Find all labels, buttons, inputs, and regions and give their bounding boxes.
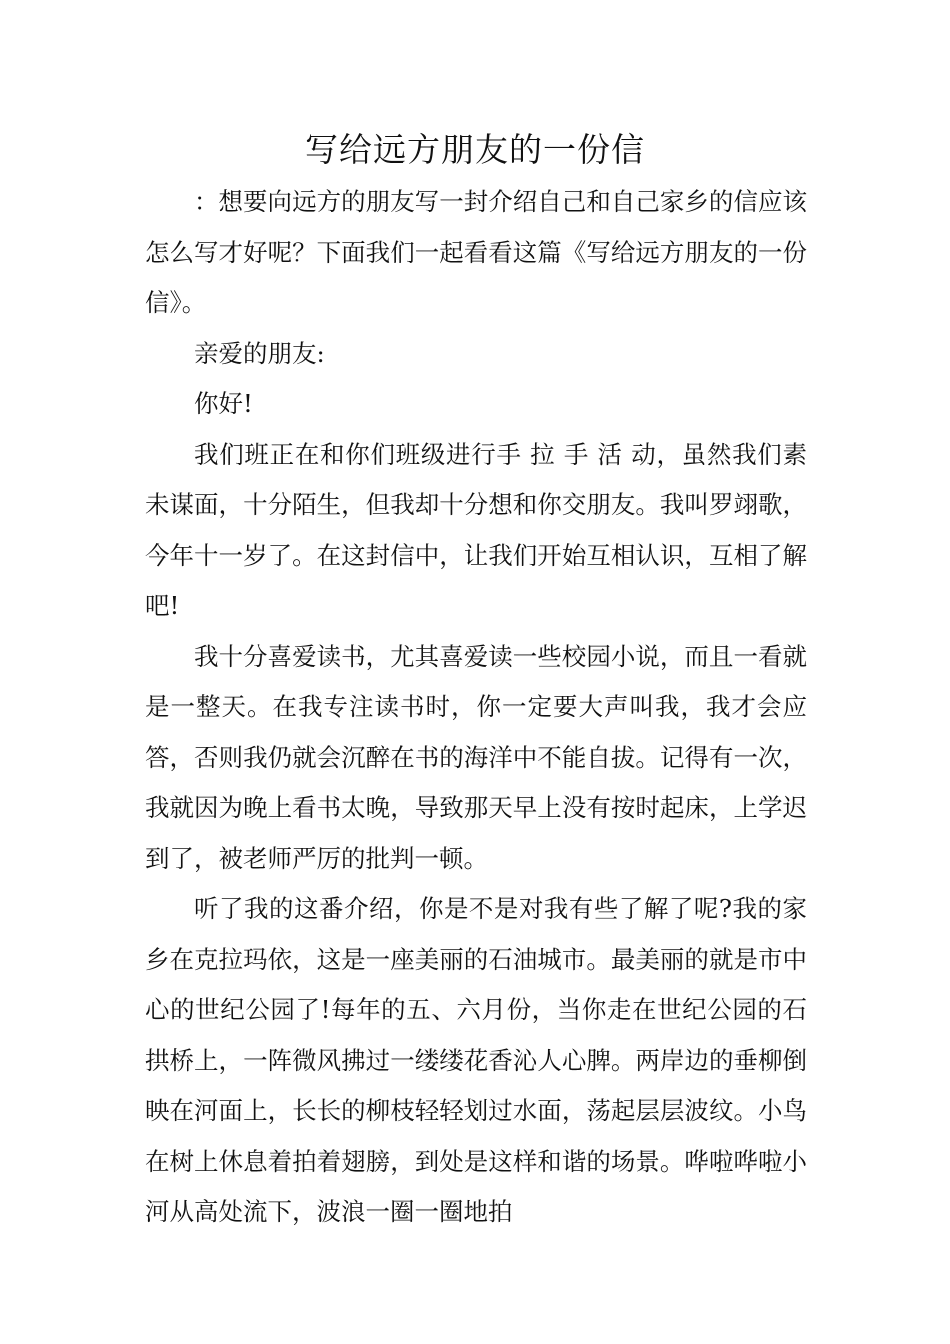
document-title: 写给远方朋友的一份信 (305, 130, 645, 169)
letter-salutation: 亲爱的朋友: (194, 338, 325, 368)
body-paragraph: 听了我的这番介绍，你是不是对我有些了解了呢?我的家乡在克拉玛依，这是一座美丽的石油城市。最美丽的就是市中心的世纪公园了!每年的五、六月份，当你走在世纪公园的石拱桥上，一阵微风拂过一缕缕花香沁人心脾。两岸边的垂柳倒映在河面上，长长的柳枝轻轻划过水面，荡起层层波纹。小鸟在树上休息着拍着翅膀，到处是这样和谐的场景。哗啦哗啦小河从高处流下，波浪一圈一圈地拍 (145, 894, 807, 1226)
body-paragraph: 我们班正在和你们班级进行手 拉 手 活 动，虽然我们素未谋面，十分陌生，但我却十分想和你交朋友。我叫罗翊歌，今年十一岁了。在这封信中，让我们开始互相认识，互相了解吧! (145, 439, 807, 620)
intro-paragraph: ：想要向远方的朋友写一封介绍自己和自己家乡的信应该怎么写才好呢？下面我们一起看看这篇《写给远方朋友的一份信》。 (145, 187, 807, 317)
body-paragraph: 我十分喜爱读书，尤其喜爱读一些校园小说，而且一看就是一整天。在我专注读书时，你一定要大声叫我，我才会应答，否则我仍就会沉醉在书的海洋中不能自拔。记得有一次，我就因为晚上看书太晚，导致那天早上没有按时起床，上学迟到了，被老师严厉的批判一顿。 (145, 641, 807, 873)
letter-greeting: 你好! (194, 389, 253, 418)
document-body (145, 177, 807, 1238)
